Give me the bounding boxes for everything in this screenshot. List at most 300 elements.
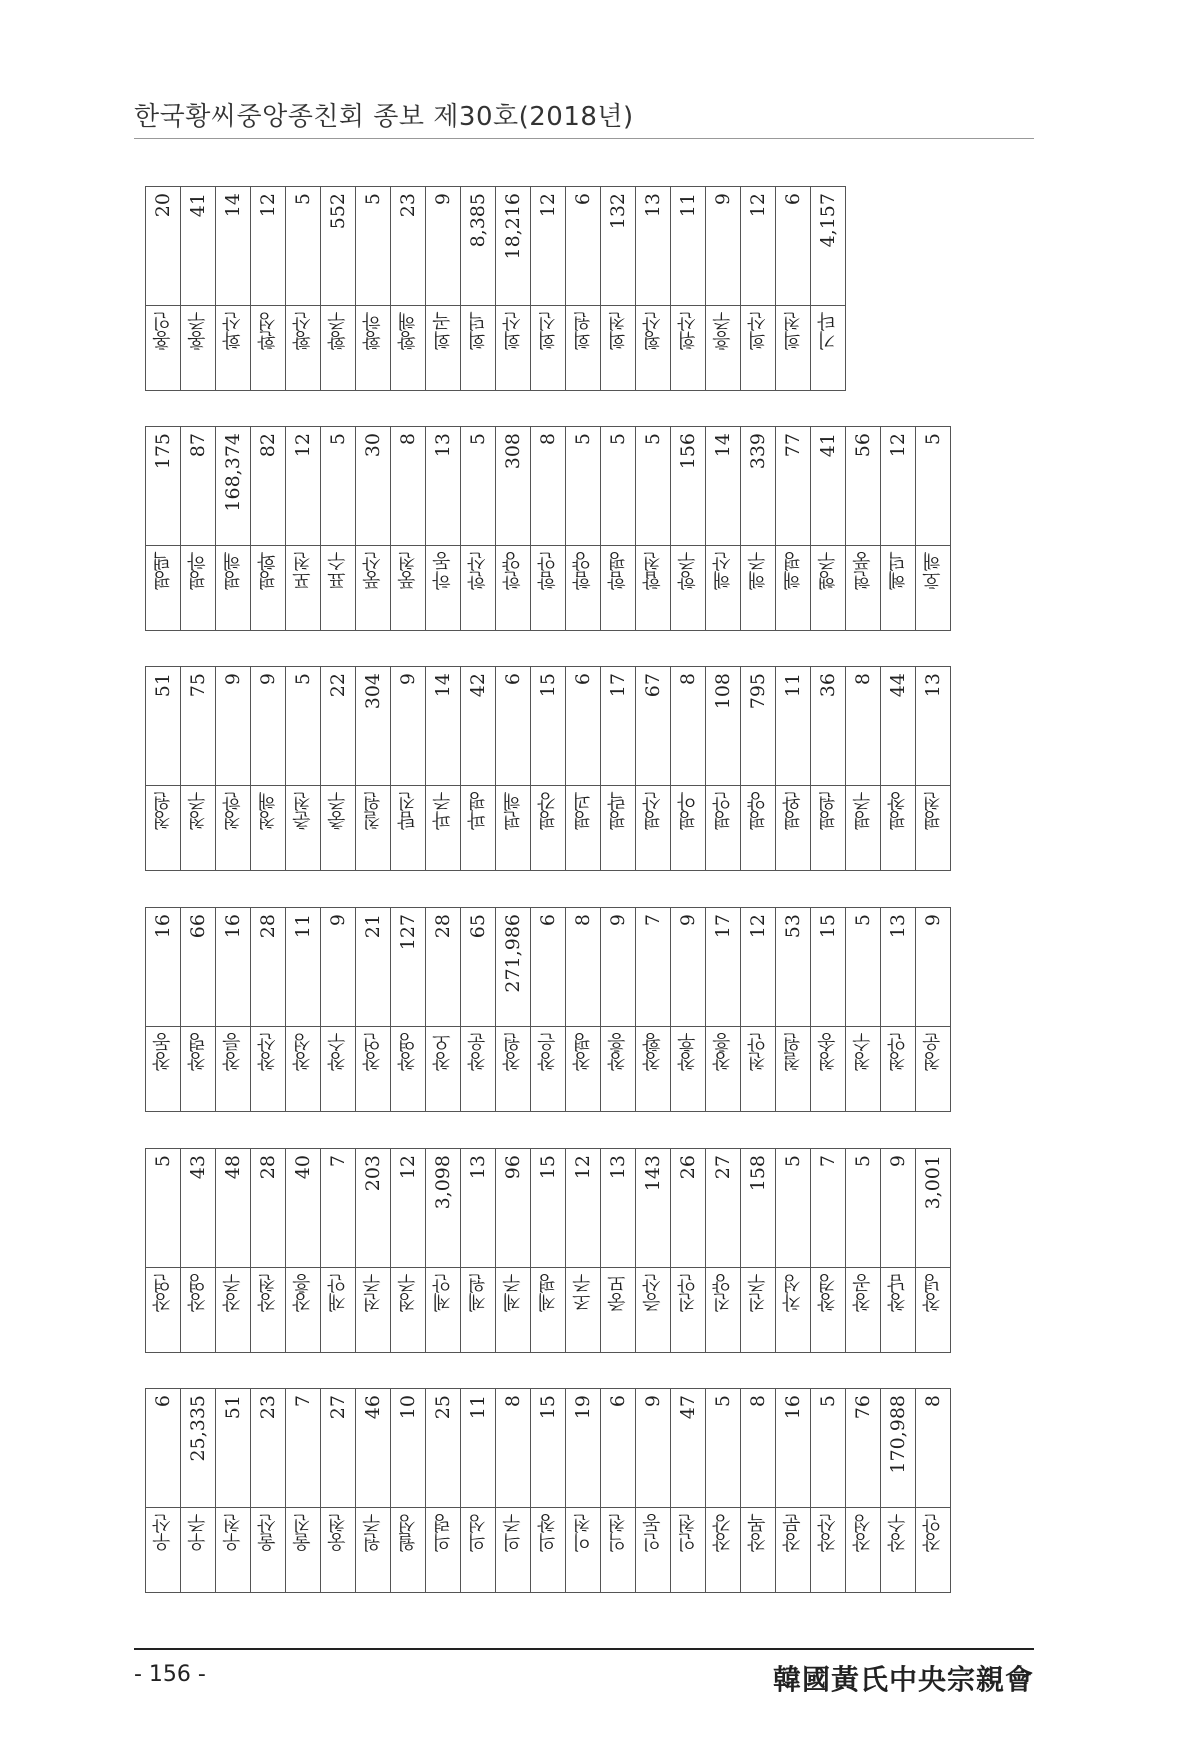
count-value: 11 bbox=[677, 193, 699, 218]
count-value: 8 bbox=[747, 1395, 769, 1408]
count-value: 339 bbox=[747, 433, 769, 470]
count-cell bbox=[496, 667, 531, 786]
count-value: 8,385 bbox=[467, 193, 489, 248]
count-cell bbox=[286, 908, 321, 1027]
name-row bbox=[146, 1268, 951, 1353]
name-cell bbox=[426, 1508, 461, 1593]
name-cell bbox=[566, 1508, 601, 1593]
count-row bbox=[146, 908, 951, 1027]
count-value: 41 bbox=[817, 433, 839, 458]
count-cell bbox=[601, 908, 636, 1027]
name-cell bbox=[461, 306, 496, 391]
name-cell bbox=[286, 1268, 321, 1353]
count-row bbox=[146, 1389, 951, 1508]
name-cell bbox=[706, 1268, 741, 1353]
name-cell bbox=[181, 306, 216, 391]
count-value: 13 bbox=[642, 193, 664, 218]
name-cell bbox=[216, 1508, 251, 1593]
name-cell bbox=[531, 1027, 566, 1112]
origin-name: 평주 bbox=[852, 792, 874, 830]
name-cell bbox=[776, 786, 811, 871]
count-cell bbox=[671, 427, 706, 546]
count-cell bbox=[531, 427, 566, 546]
origin-name: 천안 bbox=[747, 1033, 769, 1071]
count-cell bbox=[531, 667, 566, 786]
count-cell bbox=[741, 667, 776, 786]
origin-name: 창성 bbox=[292, 1033, 314, 1071]
count-value: 127 bbox=[397, 914, 419, 951]
count-cell bbox=[251, 1389, 286, 1508]
count-value: 19 bbox=[572, 1395, 594, 1420]
origin-name: 청안 bbox=[887, 1033, 909, 1071]
count-value: 8 bbox=[397, 433, 419, 446]
name-row bbox=[146, 1027, 951, 1112]
count-value: 5 bbox=[922, 433, 944, 446]
count-value: 5 bbox=[292, 193, 314, 206]
count-cell bbox=[601, 187, 636, 306]
origin-name: 창릉 bbox=[222, 1033, 244, 1071]
count-value: 5 bbox=[152, 1155, 174, 1168]
count-cell bbox=[741, 908, 776, 1027]
origin-name: 회덕 bbox=[467, 312, 489, 350]
name-cell bbox=[356, 1027, 391, 1112]
count-cell bbox=[426, 908, 461, 1027]
name-cell bbox=[391, 546, 426, 631]
count-cell bbox=[811, 427, 846, 546]
origin-name: 의창 bbox=[537, 1514, 559, 1552]
count-value: 14 bbox=[222, 193, 244, 218]
name-cell bbox=[881, 1027, 916, 1112]
count-cell bbox=[321, 908, 356, 1027]
name-row bbox=[146, 786, 951, 871]
count-value: 11 bbox=[292, 914, 314, 939]
count-value: 8 bbox=[572, 914, 594, 927]
origin-name: 청해 bbox=[257, 792, 279, 830]
origin-name: 정주 bbox=[397, 1274, 419, 1312]
count-cell bbox=[356, 427, 391, 546]
count-cell bbox=[601, 1149, 636, 1268]
name-cell bbox=[181, 786, 216, 871]
count-cell bbox=[391, 908, 426, 1027]
count-value: 6 bbox=[537, 914, 559, 927]
count-cell bbox=[356, 1389, 391, 1508]
name-cell bbox=[601, 786, 636, 871]
page-number: - 156 - bbox=[134, 1662, 206, 1687]
name-cell bbox=[286, 786, 321, 871]
origin-name: 풍산 bbox=[362, 552, 384, 590]
count-value: 18,216 bbox=[502, 193, 524, 260]
count-value: 3,001 bbox=[922, 1155, 944, 1210]
origin-name: 우산 bbox=[152, 1514, 174, 1552]
origin-name: 인동 bbox=[642, 1514, 664, 1552]
count-cell bbox=[356, 187, 391, 306]
name-cell bbox=[811, 786, 846, 871]
count-cell bbox=[916, 427, 951, 546]
count-cell bbox=[881, 427, 916, 546]
name-cell bbox=[671, 786, 706, 871]
count-cell bbox=[321, 187, 356, 306]
count-value: 47 bbox=[677, 1395, 699, 1420]
count-cell bbox=[181, 908, 216, 1027]
count-cell bbox=[321, 667, 356, 786]
origin-name: 진주 bbox=[747, 1274, 769, 1312]
count-cell bbox=[531, 1389, 566, 1508]
name-cell bbox=[601, 1268, 636, 1353]
count-value: 12 bbox=[537, 193, 559, 218]
name-row bbox=[146, 1508, 951, 1593]
org-name: 韓國黃氏中央宗親會 bbox=[772, 1663, 1034, 1696]
count-value: 156 bbox=[677, 433, 699, 470]
name-cell bbox=[776, 1027, 811, 1112]
count-value: 108 bbox=[712, 673, 734, 710]
name-cell bbox=[776, 306, 811, 391]
count-value: 15 bbox=[537, 673, 559, 698]
name-cell bbox=[496, 1268, 531, 1353]
name-cell bbox=[251, 786, 286, 871]
origin-name: 평괴 bbox=[572, 792, 594, 830]
count-cell bbox=[776, 427, 811, 546]
origin-name: 칠원 bbox=[362, 792, 384, 830]
count-value: 5 bbox=[782, 1155, 804, 1168]
name-cell bbox=[671, 306, 706, 391]
name-cell bbox=[776, 546, 811, 631]
count-value: 17 bbox=[607, 673, 629, 698]
count-row bbox=[146, 667, 951, 786]
count-value: 15 bbox=[537, 1155, 559, 1180]
count-value: 23 bbox=[257, 1395, 279, 1420]
count-value: 21 bbox=[362, 914, 384, 939]
name-cell bbox=[776, 1508, 811, 1593]
name-cell bbox=[811, 306, 846, 391]
origin-name: 환성 bbox=[257, 312, 279, 350]
count-value: 304 bbox=[362, 673, 384, 710]
name-cell bbox=[601, 1508, 636, 1593]
name-cell bbox=[321, 546, 356, 631]
count-value: 5 bbox=[362, 193, 384, 206]
count-cell bbox=[741, 427, 776, 546]
count-cell bbox=[461, 1389, 496, 1508]
count-cell bbox=[146, 908, 181, 1027]
origin-name: 포천 bbox=[292, 552, 314, 590]
name-cell bbox=[846, 1268, 881, 1353]
origin-name: 익천 bbox=[607, 1514, 629, 1552]
origin-name: 웅천 bbox=[327, 1514, 349, 1552]
count-value: 9 bbox=[677, 914, 699, 927]
origin-name: 해주 bbox=[747, 552, 769, 590]
count-value: 10 bbox=[397, 1395, 419, 1420]
count-cell bbox=[566, 427, 601, 546]
name-cell bbox=[531, 1508, 566, 1593]
name-cell bbox=[321, 306, 356, 391]
count-cell bbox=[216, 187, 251, 306]
origin-name: 홍주 bbox=[187, 312, 209, 350]
origin-name: 평완 bbox=[782, 792, 804, 830]
origin-name: 편해 bbox=[502, 792, 524, 830]
origin-name: 차성 bbox=[782, 1274, 804, 1312]
name-cell bbox=[846, 1027, 881, 1112]
count-value: 5 bbox=[572, 433, 594, 446]
count-value: 13 bbox=[607, 1155, 629, 1180]
count-value: 15 bbox=[537, 1395, 559, 1420]
count-cell bbox=[181, 667, 216, 786]
count-value: 795 bbox=[747, 673, 769, 710]
count-cell bbox=[741, 187, 776, 306]
name-cell bbox=[741, 1508, 776, 1593]
count-cell bbox=[286, 187, 321, 306]
name-cell bbox=[601, 306, 636, 391]
origin-name: 함안 bbox=[537, 552, 559, 590]
count-value: 26 bbox=[677, 1155, 699, 1180]
name-cell bbox=[251, 1508, 286, 1593]
count-cell bbox=[531, 1149, 566, 1268]
count-cell bbox=[671, 908, 706, 1027]
origin-name: 평아 bbox=[677, 792, 699, 830]
count-cell bbox=[846, 1149, 881, 1268]
count-cell bbox=[636, 187, 671, 306]
origin-name: 창녕 bbox=[922, 1274, 944, 1312]
origin-name: 창언 bbox=[362, 1033, 384, 1071]
name-cell bbox=[251, 546, 286, 631]
name-cell bbox=[426, 786, 461, 871]
count-value: 11 bbox=[782, 673, 804, 698]
count-value: 53 bbox=[782, 914, 804, 939]
count-cell bbox=[146, 187, 181, 306]
count-value: 43 bbox=[187, 1155, 209, 1180]
name-cell bbox=[531, 306, 566, 391]
origin-name: 재안 bbox=[327, 1274, 349, 1312]
surname-origin-table bbox=[145, 426, 951, 631]
origin-name: 합천 bbox=[642, 552, 664, 590]
count-cell bbox=[146, 1389, 181, 1508]
count-value: 7 bbox=[817, 1155, 839, 1168]
origin-name: 인천 bbox=[677, 1514, 699, 1552]
name-cell bbox=[566, 1027, 601, 1112]
count-cell bbox=[216, 427, 251, 546]
origin-name: 황하 bbox=[362, 312, 384, 350]
name-cell bbox=[251, 1268, 286, 1353]
name-cell bbox=[776, 1268, 811, 1353]
origin-name: 하동 bbox=[432, 552, 454, 590]
name-cell bbox=[461, 786, 496, 871]
origin-name: 장산 bbox=[817, 1514, 839, 1552]
name-cell bbox=[146, 1027, 181, 1112]
count-cell bbox=[181, 187, 216, 306]
count-cell bbox=[671, 187, 706, 306]
count-cell bbox=[881, 908, 916, 1027]
count-value: 132 bbox=[607, 193, 629, 230]
origin-name: 진양 bbox=[712, 1274, 734, 1312]
name-cell bbox=[496, 1508, 531, 1593]
name-cell bbox=[916, 1268, 951, 1353]
count-cell bbox=[916, 908, 951, 1027]
count-cell bbox=[496, 427, 531, 546]
name-cell bbox=[216, 1268, 251, 1353]
name-cell bbox=[461, 1508, 496, 1593]
count-cell bbox=[286, 1389, 321, 1508]
count-cell bbox=[251, 427, 286, 546]
name-cell bbox=[566, 306, 601, 391]
origin-name: 회신 bbox=[537, 312, 559, 350]
count-cell bbox=[426, 1389, 461, 1508]
count-value: 5 bbox=[852, 1155, 874, 1168]
origin-name: 제안 bbox=[432, 1274, 454, 1312]
count-value: 67 bbox=[642, 673, 664, 698]
count-value: 41 bbox=[187, 193, 209, 218]
name-cell bbox=[916, 786, 951, 871]
count-value: 8 bbox=[502, 1395, 524, 1408]
count-value: 6 bbox=[782, 193, 804, 206]
name-cell bbox=[881, 546, 916, 631]
name-cell bbox=[216, 546, 251, 631]
origin-name: 회곡 bbox=[432, 312, 454, 350]
count-cell bbox=[391, 1389, 426, 1508]
count-cell bbox=[776, 1389, 811, 1508]
count-cell bbox=[426, 1149, 461, 1268]
count-value: 4,157 bbox=[817, 193, 839, 248]
count-value: 9 bbox=[327, 914, 349, 927]
origin-name: 흥주 bbox=[712, 312, 734, 350]
count-value: 82 bbox=[257, 433, 279, 458]
origin-name: 장천 bbox=[257, 1274, 279, 1312]
origin-name: 평택 bbox=[152, 552, 174, 590]
name-cell bbox=[741, 306, 776, 391]
count-value: 65 bbox=[467, 914, 489, 939]
origin-name: 평해 bbox=[222, 552, 244, 590]
name-cell bbox=[846, 786, 881, 871]
origin-name: 창산 bbox=[257, 1033, 279, 1071]
origin-name: 전주 bbox=[362, 1274, 384, 1312]
count-cell bbox=[671, 1149, 706, 1268]
count-value: 12 bbox=[292, 433, 314, 458]
origin-name: 증산 bbox=[642, 1274, 664, 1312]
count-value: 7 bbox=[327, 1155, 349, 1168]
name-cell bbox=[566, 546, 601, 631]
name-cell bbox=[216, 1027, 251, 1112]
origin-name: 창남 bbox=[887, 1274, 909, 1312]
count-value: 8 bbox=[537, 433, 559, 446]
origin-name: 회산 bbox=[502, 312, 524, 350]
name-cell bbox=[636, 1508, 671, 1593]
count-cell bbox=[461, 187, 496, 306]
count-cell bbox=[636, 1149, 671, 1268]
count-value: 8 bbox=[677, 673, 699, 686]
name-cell bbox=[181, 1508, 216, 1593]
count-cell bbox=[356, 667, 391, 786]
name-cell bbox=[916, 546, 951, 631]
name-cell bbox=[461, 1027, 496, 1112]
name-cell bbox=[636, 306, 671, 391]
count-cell bbox=[216, 1389, 251, 1508]
origin-name: 평화 bbox=[257, 552, 279, 590]
count-value: 9 bbox=[607, 914, 629, 927]
count-value: 8 bbox=[922, 1395, 944, 1408]
name-cell bbox=[356, 1508, 391, 1593]
name-cell bbox=[811, 1027, 846, 1112]
origin-name: 춘천 bbox=[292, 792, 314, 830]
name-cell bbox=[671, 1508, 706, 1593]
name-row bbox=[146, 306, 846, 391]
count-value: 158 bbox=[747, 1155, 769, 1192]
name-cell bbox=[636, 546, 671, 631]
count-value: 13 bbox=[467, 1155, 489, 1180]
count-value: 5 bbox=[607, 433, 629, 446]
count-cell bbox=[146, 427, 181, 546]
count-value: 13 bbox=[887, 914, 909, 939]
count-value: 8 bbox=[852, 673, 874, 686]
origin-name: 회원 bbox=[572, 312, 594, 350]
name-cell bbox=[916, 1508, 951, 1593]
name-cell bbox=[146, 306, 181, 391]
origin-name: 창영 bbox=[397, 1033, 419, 1071]
origin-name: 청원 bbox=[152, 792, 174, 830]
origin-name: 항주 bbox=[677, 552, 699, 590]
origin-name: 창황 bbox=[642, 1033, 664, 1071]
count-value: 22 bbox=[327, 673, 349, 698]
count-value: 42 bbox=[467, 673, 489, 698]
count-value: 27 bbox=[712, 1155, 734, 1180]
origin-name: 창공 bbox=[852, 1274, 874, 1312]
count-value: 28 bbox=[257, 914, 279, 939]
origin-name: 탐진 bbox=[397, 792, 419, 830]
name-cell bbox=[741, 1027, 776, 1112]
count-value: 5 bbox=[712, 1395, 734, 1408]
count-value: 44 bbox=[887, 673, 909, 698]
count-cell bbox=[916, 667, 951, 786]
origin-name: 평천 bbox=[922, 792, 944, 830]
count-value: 30 bbox=[362, 433, 384, 458]
count-cell bbox=[496, 1389, 531, 1508]
count-cell bbox=[811, 908, 846, 1027]
origin-name: 청주 bbox=[187, 792, 209, 830]
name-cell bbox=[321, 1027, 356, 1112]
count-value: 66 bbox=[187, 914, 209, 939]
count-cell bbox=[426, 667, 461, 786]
count-cell bbox=[706, 427, 741, 546]
count-value: 28 bbox=[257, 1155, 279, 1180]
count-value: 96 bbox=[502, 1155, 524, 1180]
name-cell bbox=[741, 786, 776, 871]
name-cell bbox=[671, 1027, 706, 1112]
count-cell bbox=[601, 667, 636, 786]
origin-name: 의령 bbox=[432, 1514, 454, 1552]
name-cell bbox=[321, 1508, 356, 1593]
origin-name: 장연 bbox=[152, 1274, 174, 1312]
count-cell bbox=[566, 1149, 601, 1268]
name-cell bbox=[811, 1268, 846, 1353]
count-value: 20 bbox=[152, 193, 174, 218]
name-cell bbox=[426, 306, 461, 391]
name-cell bbox=[671, 1268, 706, 1353]
count-value: 12 bbox=[887, 433, 909, 458]
count-value: 203 bbox=[362, 1155, 384, 1192]
origin-name: 중모 bbox=[607, 1274, 629, 1312]
name-row bbox=[146, 546, 951, 631]
name-cell bbox=[391, 786, 426, 871]
name-cell bbox=[706, 1508, 741, 1593]
count-value: 5 bbox=[642, 433, 664, 446]
count-value: 75 bbox=[187, 673, 209, 698]
origin-name: 혜덕 bbox=[887, 552, 909, 590]
name-cell bbox=[496, 786, 531, 871]
count-cell bbox=[741, 1389, 776, 1508]
count-cell bbox=[706, 187, 741, 306]
origin-name: 장목 bbox=[747, 1514, 769, 1552]
origin-name: 장수 bbox=[887, 1514, 909, 1552]
count-cell bbox=[671, 1389, 706, 1508]
origin-name: 홍인 bbox=[152, 312, 174, 350]
name-cell bbox=[461, 1268, 496, 1353]
count-cell bbox=[706, 1389, 741, 1508]
